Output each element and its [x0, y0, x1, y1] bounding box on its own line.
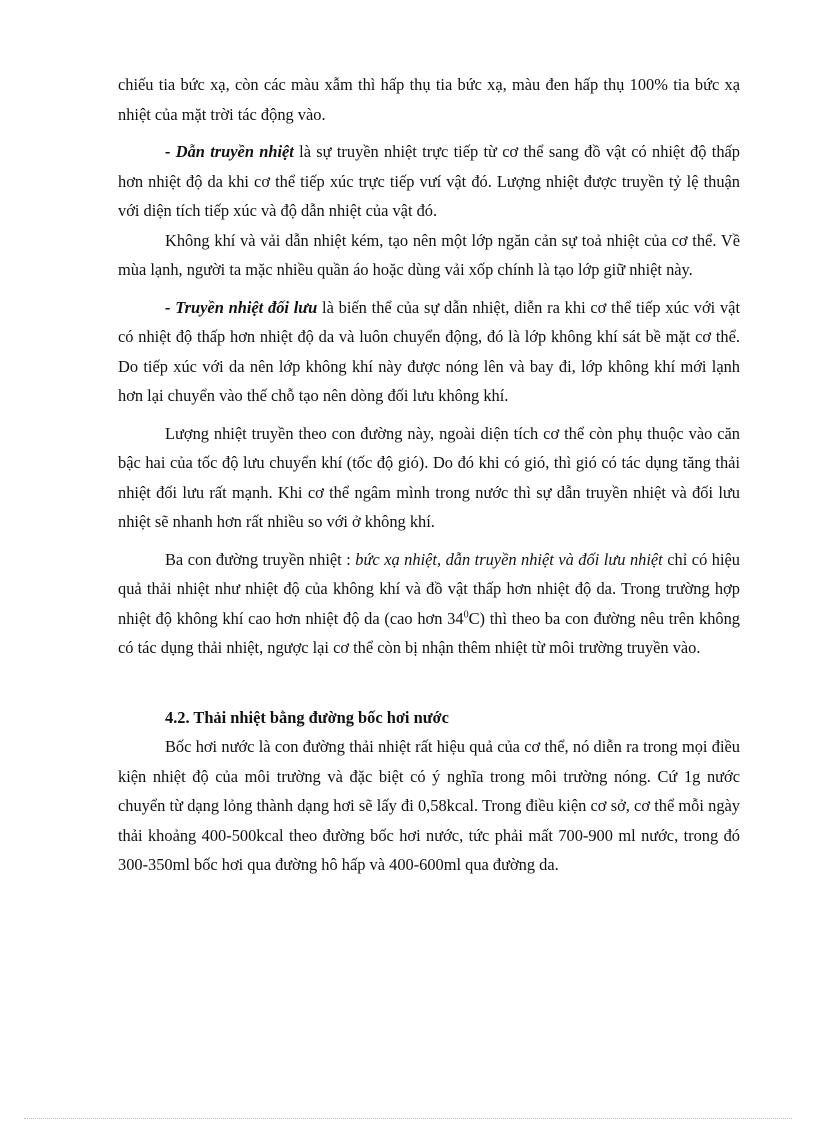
section-heading: 4.2. Thải nhiệt bằng đường bốc hơi nước: [165, 707, 449, 727]
paragraph-convection: [118, 293, 740, 411]
paragraph-insulation: Không khí và vải dẫn nhiệt kém, tạo nên một lớp ngăn cản sự toả nhiệt của cơ thể. Về mùa lạnh, người ta mặc nhiều quần áo hoặc dùng vải xốp chính là tạo lớp giữ nhiệt này.: [118, 230, 740, 279]
three-routes-mid: chỉ có hiệu quả thải nhiệt như nhiệt độ của không khí và đồ vật thấp hơn nhiệt độ da. Trong trường hợp nhiệt độ không khí cao hơn nhiệt độ da (cao hơn 34: [118, 549, 740, 628]
convection-text: là biến thể của sự dẫn nhiệt, diễn ra khi cơ thể tiếp xúc với vật có nhiệt độ thấp hơn nhiệt độ da và luôn chuyển động, đó là lớp không khí sát bề mặt cơ thể. Do tiếp xúc với da nên lớp không khí này được nóng lên và bay đi, lớp không khí mới lạnh hơn lại chuyển vào thế chỗ tạo nên dòng đối lưu không khí.: [118, 297, 740, 405]
three-routes-tail: C) thì theo ba con đường nêu trên không có tác dụng thải nhiệt, ngược lại cơ thể còn bị nhận thêm nhiệt từ môi trường truyền vào.: [118, 608, 740, 657]
paragraph-evaporation: Bốc hơi nước là con đường thải nhiệt rất hiệu quả của cơ thể, nó diễn ra trong mọi điều kiện nhiệt độ của môi trường và đặc biệt có ý nghĩa trong môi trường nóng. Cứ 1g nước chuyển từ dạng lỏng thành dạng hơi sẽ lấy đi 0,58kcal. Trong điều kiện cơ sở, cơ thể mỗi ngày thải khoảng 400-500kcal theo đường bốc hơi nước, tức phải mất 700-900 ml nước, trong đó 300-350ml bốc hơi qua đường hô hấp và 400-600ml qua đường da.: [118, 737, 740, 874]
paragraph-conduction: [118, 137, 740, 226]
term-convection: - Truyền nhiệt đối lưu: [165, 297, 318, 317]
paragraph-three-routes: [118, 545, 740, 663]
term-conduction: - Dẫn truyền nhiệt: [165, 142, 294, 161]
paragraph-wind-effect: Lượng nhiệt truyền theo con đường này, ngoài diện tích cơ thể còn phụ thuộc vào căn bậc hai của tốc độ lưu chuyển khí (tốc độ gió). Do đó khi có gió, thì gió có tác dụng tăng thải nhiệt đối lưu rất mạnh. Khi cơ thể ngâm mình trong nước thì sự dẫn truyền nhiệt và đối lưu nhiệt sẽ nhanh hơn rất nhiều so với ở không khí.: [118, 423, 740, 531]
three-routes-list: bức xạ nhiệt, dẫn truyền nhiệt và đối lưu nhiệt: [355, 549, 663, 569]
paragraph-radiation-end: chiếu tia bức xạ, còn các màu xẫm thì hấp thụ tia bức xạ, màu đen hấp thụ 100% tia bức xạ nhiệt của mặt trời tác động vào.: [118, 75, 740, 124]
three-routes-lead: Ba con đường truyền nhiệt :: [165, 549, 356, 569]
page-bottom-divider: [24, 1118, 792, 1119]
degree-superscript: 0: [463, 609, 469, 621]
document-page: [118, 70, 740, 880]
conduction-text: là sự truyền nhiệt trực tiếp từ cơ thể sang đồ vật có nhiệt độ thấp hơn nhiệt độ da khi cơ thể tiếp xúc trực tiếp vưí vật đó. Lượng nhiệt được truyền tỷ lệ thuận với diện tích tiếp xúc và độ dẫn nhiệt của vật đó.: [118, 142, 740, 220]
